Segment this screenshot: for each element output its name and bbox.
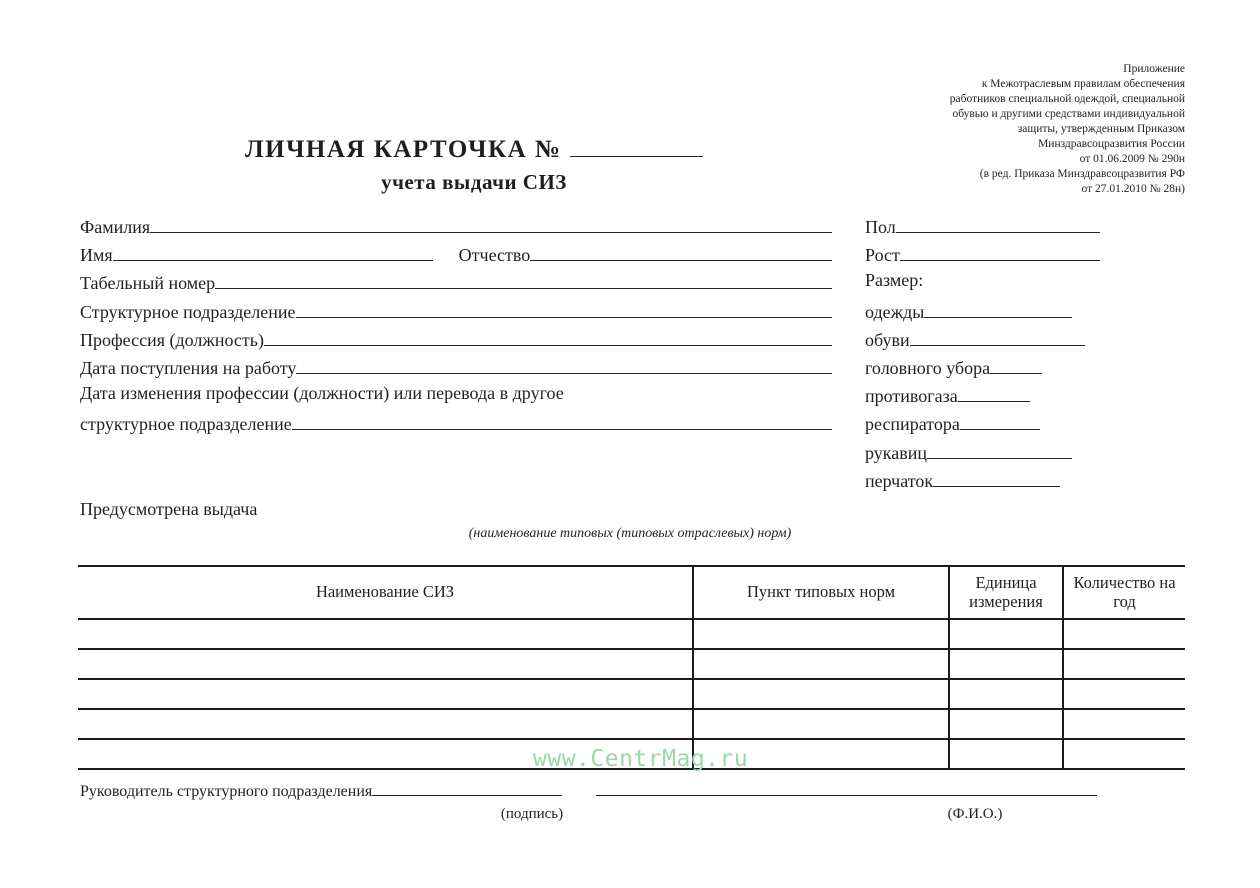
field-department xyxy=(80,299,832,327)
patronymic-label: Отчество xyxy=(458,245,531,266)
annex-reference-block xyxy=(825,62,1185,197)
annex-line: Минздравсоцразвития России xyxy=(1038,138,1185,150)
field-headgear-size xyxy=(865,355,1042,383)
column-header-siz-name: Наименование СИЗ xyxy=(315,582,455,602)
table-cell xyxy=(692,680,948,708)
field-respirator-size xyxy=(865,411,1040,439)
table-cell xyxy=(692,650,948,678)
sex-blank xyxy=(896,214,1100,233)
sex-label: Пол xyxy=(865,217,896,237)
field-clothing-size xyxy=(865,299,1072,327)
issue-norms-label: Предусмотрена выдача xyxy=(80,499,258,519)
issue-norms-caption: (наименование типовых (типовых отраслевых) норм) xyxy=(468,526,792,541)
page-subtitle: учета выдачи СИЗ xyxy=(381,170,567,194)
table-cell xyxy=(948,620,1062,648)
footwear-size-blank xyxy=(910,327,1085,346)
surname-blank xyxy=(150,214,832,233)
department-blank xyxy=(296,299,832,318)
annex-line: (в ред. Приказа Минздравсоцразвития РФ xyxy=(979,168,1185,180)
column-header-unit: Единица измерения xyxy=(948,567,1062,618)
field-change-line1 xyxy=(80,383,832,411)
field-footwear-size xyxy=(865,327,1085,355)
hire-date-blank xyxy=(296,355,832,374)
annex-line: Приложение xyxy=(1123,63,1185,75)
field-sex xyxy=(865,214,1100,242)
annex-line: работников специальной одеждой, специальной xyxy=(949,93,1185,105)
gloves-size-label: перчаток xyxy=(865,470,934,491)
profession-label: Профессия (должность) xyxy=(80,329,264,350)
table-cell xyxy=(948,740,1062,768)
form-title xyxy=(245,134,703,195)
field-personnel-number xyxy=(80,270,832,298)
field-issue-norms xyxy=(80,496,1097,520)
table-cell xyxy=(692,620,948,648)
table-cell xyxy=(1062,740,1185,768)
fio-blank xyxy=(596,779,1097,796)
size-fields xyxy=(865,214,1100,496)
clothing-size-blank xyxy=(924,299,1072,318)
field-profession xyxy=(80,327,832,355)
field-size-header xyxy=(865,270,1100,298)
hire-date-label: Дата поступления на работу xyxy=(80,357,297,378)
headgear-size-label: головного убора xyxy=(865,357,991,378)
height-label: Рост xyxy=(865,245,900,266)
field-hire-date xyxy=(80,355,832,383)
surname-label: Фамилия xyxy=(80,217,151,237)
field-gloves-size xyxy=(865,468,1060,496)
annex-line: от 01.06.2009 № 290н xyxy=(1079,153,1185,165)
size-label: Размер: xyxy=(865,270,924,291)
ppe-table-header xyxy=(78,565,1185,620)
annex-line: обувью и другими средствами индивидуальной xyxy=(952,108,1185,120)
table-cell xyxy=(1062,680,1185,708)
field-change-line2 xyxy=(80,411,832,439)
table-cell xyxy=(1062,620,1185,648)
field-mittens-size xyxy=(865,440,1072,468)
table-cell xyxy=(78,620,692,648)
signature-blank xyxy=(372,779,562,796)
field-name-patronymic xyxy=(80,242,832,270)
table-cell xyxy=(948,650,1062,678)
table-cell xyxy=(1062,650,1185,678)
name-blank xyxy=(113,242,433,261)
annex-line: от 27.01.2010 № 28н) xyxy=(1081,183,1185,195)
fio-caption: (Ф.И.О.) xyxy=(947,806,1003,822)
table-cell xyxy=(948,680,1062,708)
table-cell xyxy=(948,710,1062,738)
table-row xyxy=(78,710,1185,740)
field-surname xyxy=(80,214,832,242)
table-cell xyxy=(78,710,692,738)
annex-line: к Межотраслевым правилам обеспечения xyxy=(981,78,1185,90)
clothing-size-label: одежды xyxy=(865,301,925,322)
column-header-norm-point: Пункт типовых норм xyxy=(692,567,948,618)
mittens-size-blank xyxy=(927,440,1072,459)
respirator-size-blank xyxy=(960,411,1040,430)
signature-caption: (подпись) xyxy=(500,806,564,822)
patronymic-blank xyxy=(530,242,832,261)
gloves-size-blank xyxy=(933,468,1060,487)
table-cell xyxy=(1062,710,1185,738)
change-date-label: Дата изменения профессии (должности) или перевода в другое xyxy=(80,383,564,404)
department-label: Структурное подразделение xyxy=(80,301,296,322)
change-department-label: структурное подразделение xyxy=(80,414,292,435)
field-height xyxy=(865,242,1100,270)
head-of-department-label: Руководитель структурного подразделения xyxy=(80,783,373,800)
table-row xyxy=(78,650,1185,680)
annex-line: защиты, утвержденным Приказом xyxy=(1017,123,1185,135)
signature-row xyxy=(80,779,1097,801)
table-cell xyxy=(692,710,948,738)
change-department-blank xyxy=(292,411,832,430)
name-label: Имя xyxy=(80,245,113,266)
table-cell xyxy=(78,680,692,708)
footwear-size-label: обуви xyxy=(865,329,910,350)
mittens-size-label: рукавиц xyxy=(865,442,927,463)
ppe-table xyxy=(78,565,1185,770)
column-header-qty-per-year: Количество на год xyxy=(1062,567,1185,618)
respirator-size-label: респиратора xyxy=(865,414,960,435)
card-number-blank xyxy=(570,134,703,157)
personnel-number-blank xyxy=(215,270,832,289)
height-blank xyxy=(900,242,1100,261)
table-row xyxy=(78,620,1185,650)
table-cell xyxy=(78,650,692,678)
watermark: www.CentrMag.ru xyxy=(533,746,749,772)
headgear-size-blank xyxy=(990,355,1042,374)
page-title: ЛИЧНАЯ КАРТОЧКА № xyxy=(245,136,562,163)
field-gas-mask-size xyxy=(865,383,1030,411)
gas-mask-size-label: противогаза xyxy=(865,386,958,407)
employee-fields xyxy=(80,214,832,440)
profession-blank xyxy=(264,327,832,346)
table-row xyxy=(78,680,1185,710)
personnel-number-label: Табельный номер xyxy=(80,273,216,294)
gas-mask-size-blank xyxy=(958,383,1030,402)
